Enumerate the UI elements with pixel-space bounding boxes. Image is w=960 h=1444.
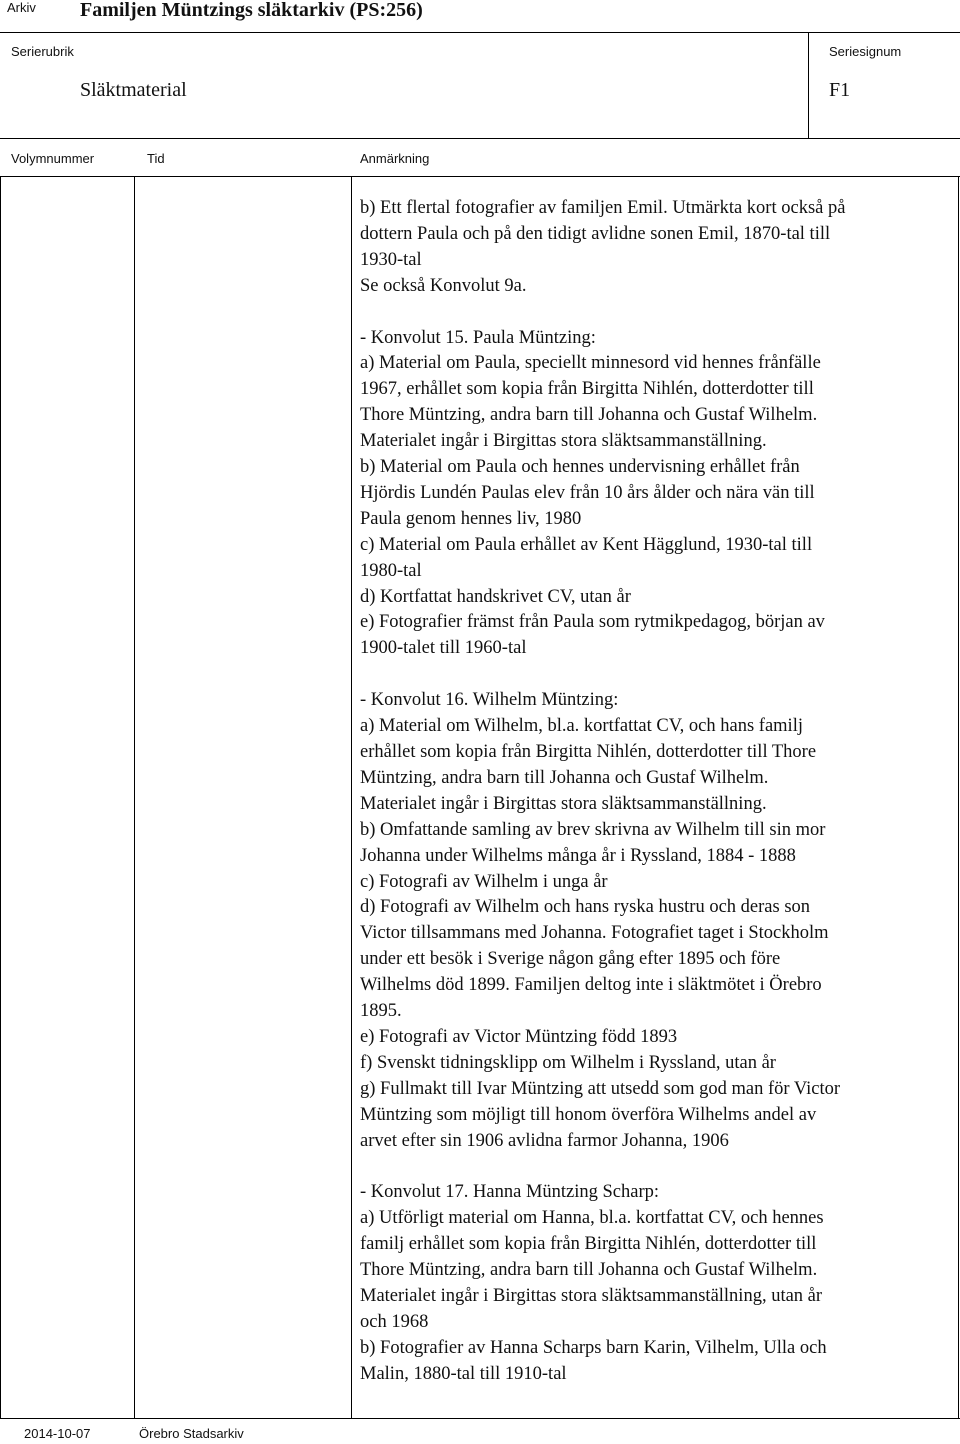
seriesignum-label: Seriesignum <box>829 44 902 59</box>
column-divider-2 <box>351 176 352 1418</box>
text-line: 1967, erhållet som kopia från Birgitta Nihlén, dotterdotter till <box>360 379 814 400</box>
text-line: - Konvolut 16. Wilhelm Müntzing: <box>360 690 619 711</box>
text-line: Thore Müntzing, andra barn till Johanna och Gustaf Wilhelm. <box>360 405 818 426</box>
text-line: arvet efter sin 1906 avlidna farmor Johanna, 1906 <box>360 1130 729 1151</box>
serierubrik-value: Släktmaterial <box>80 79 187 101</box>
footer-date: 2014-10-07 <box>24 1426 91 1441</box>
text-line: Materialet ingår i Birgittas stora släktsammanställning, utan år <box>360 1286 823 1307</box>
text-line: erhållet som kopia från Birgitta Nihlén, dotterdotter till Thore <box>360 742 817 762</box>
text-line: b) Material om Paula och hennes undervisning erhållet från <box>360 457 800 478</box>
text-line: Thore Müntzing, andra barn till Johanna och Gustaf Wilhelm. <box>360 1260 818 1281</box>
text-line: b) Omfattande samling av brev skrivna av Wilhelm till sin mor <box>360 819 826 840</box>
text-line: g) Fullmakt till Ivar Müntzing att utsedd som god man för Victor <box>360 1078 840 1099</box>
text-line: c) Material om Paula erhållet av Kent Hägglund, 1930-tal till <box>360 534 813 555</box>
column-header-tid: Tid <box>147 151 165 166</box>
text-line: a) Utförligt material om Hanna, bl.a. kortfattat CV, och hennes <box>360 1208 824 1229</box>
text-line: 1900-talet till 1960-tal <box>360 638 527 659</box>
text-line: d) Fotografi av Wilhelm och hans ryska hustru och deras son <box>360 897 811 918</box>
text-line: e) Fotografier främst från Paula som rytmikpedagog, början av <box>360 612 825 633</box>
divider-columns <box>0 176 960 177</box>
text-line: b) Ett flertal fotografier av familjen Emil. Utmärkta kort också på <box>360 198 846 218</box>
column-divider-left <box>0 176 1 1418</box>
text-line: dottern Paula och på den tidigt avlidne sonen Emil, 1870-tal till <box>360 223 831 244</box>
column-header-volymnummer: Volymnummer <box>11 151 95 166</box>
text-line: Paula genom hennes liv, 1980 <box>360 508 582 529</box>
arkiv-label: Arkiv <box>7 0 36 15</box>
text-line: Hjördis Lundén Paulas elev från 10 års ålder och nära vän till <box>360 482 815 503</box>
serierubrik-label: Serierubrik <box>11 44 74 59</box>
text-line: Müntzing som möjligt till honom överföra Wilhelms andel av <box>360 1104 817 1125</box>
text-line: 1930-tal <box>360 249 422 270</box>
text-line: Materialet ingår i Birgittas stora släktsammanställning. <box>360 793 767 814</box>
divider-header-vertical <box>808 32 809 138</box>
paragraph-gap <box>360 662 958 688</box>
column-divider-1 <box>134 176 135 1418</box>
text-line: e) Fotografi av Victor Müntzing född 1893 <box>360 1026 678 1047</box>
column-divider-right <box>958 176 959 1418</box>
text-line: - Konvolut 15. Paula Müntzing: <box>360 327 596 348</box>
text-line: under ett besök i Sverige någon gång efter 1895 och före <box>360 949 781 970</box>
text-line: och 1968 <box>360 1311 429 1332</box>
text-line: Müntzing, andra barn till Johanna och Gustaf Wilhelm. <box>360 767 769 788</box>
text-line: d) Kortfattat handskrivet CV, utan år <box>360 586 631 607</box>
paragraph-gap <box>360 300 958 326</box>
text-line: b) Fotografier av Hanna Scharps barn Karin, Vilhelm, Ulla och <box>360 1337 827 1358</box>
remark-text <box>360 196 958 1388</box>
column-header-anmarkning: Anmärkning <box>360 151 430 166</box>
text-line: Wilhelms död 1899. Familjen deltog inte i släktmötet i Örebro <box>360 975 822 996</box>
paragraph-gap <box>360 1155 958 1181</box>
archive-title: Familjen Müntzings släktarkiv (PS:256) <box>80 0 423 21</box>
divider-header-bottom <box>0 138 960 139</box>
text-line: f) Svenskt tidningsklipp om Wilhelm i Ryssland, utan år <box>360 1052 776 1073</box>
text-line: a) Material om Wilhelm, bl.a. kortfattat CV, och hans familj <box>360 716 803 737</box>
text-line: Victor tillsammans med Johanna. Fotografiet taget i Stockholm <box>360 923 829 944</box>
text-line: 1895. <box>360 1001 402 1022</box>
text-line: 1980-tal <box>360 560 422 581</box>
footer-org: Örebro Stadsarkiv <box>139 1426 244 1441</box>
divider-footer <box>0 1418 960 1419</box>
text-line: - Konvolut 17. Hanna Müntzing Scharp: <box>360 1182 660 1203</box>
text-line: Johanna under Wilhelms många år i Ryssland, 1884 - 1888 <box>360 845 796 866</box>
text-line: c) Fotografi av Wilhelm i unga år <box>360 871 608 892</box>
text-line: Materialet ingår i Birgittas stora släktsammanställning. <box>360 431 767 452</box>
text-line: Malin, 1880-tal till 1910-tal <box>360 1363 567 1384</box>
text-line: Se också Konvolut 9a. <box>360 275 527 296</box>
text-line: familj erhållet som kopia från Birgitta Nihlén, dotterdotter till <box>360 1234 817 1255</box>
text-line: a) Material om Paula, speciellt minnesord vid hennes frånfälle <box>360 353 821 374</box>
seriesignum-value: F1 <box>829 79 851 101</box>
divider-top <box>0 32 960 33</box>
